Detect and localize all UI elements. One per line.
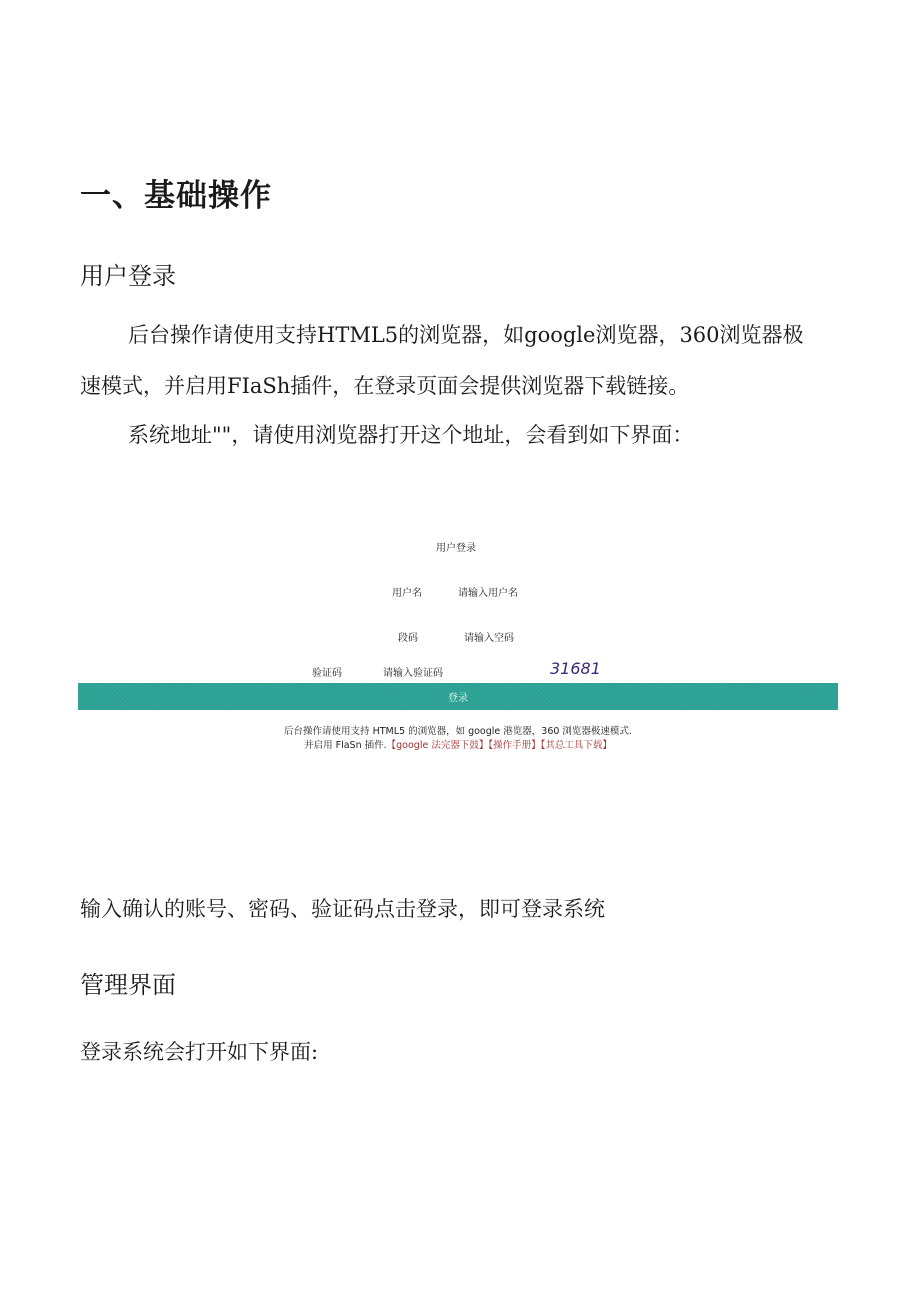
login-form-title: 用户登录 xyxy=(436,543,476,554)
login-section-heading: 用户登录 xyxy=(80,262,176,290)
after-login-instruction: 输入确认的账号、密码、验证码点击登录，即可登录系统 xyxy=(80,897,605,921)
system-address-line: 系统地址""，请使用浏览器打开这个地址，会看到如下界面： xyxy=(128,423,694,447)
password-label: 段码 xyxy=(398,633,418,644)
captcha-input[interactable]: 请输入验证码 xyxy=(383,668,443,679)
username-input[interactable]: 请输入用户名 xyxy=(458,588,518,599)
other-tools-download-link[interactable]: 【其总工具下载】 xyxy=(540,740,612,751)
login-intro-line-2: 速模式，并启用FIaSh插件，在登录页面会提供浏览器下载链接。 xyxy=(80,374,690,398)
password-input[interactable]: 请输入空码 xyxy=(464,633,514,644)
notice-flash-text: 并启用 FlaSn 插件. xyxy=(304,740,387,751)
google-browser-download-link[interactable]: 【google 法完器下鼓】 xyxy=(386,740,489,751)
user-manual-link[interactable]: 【操作手册】 xyxy=(488,740,541,751)
username-label: 用户名 xyxy=(392,588,422,599)
browser-notice-line-1: 后台操作请使用支持 HTML5 的浏览器，如 google 港览器，360 浏览器极速模式. xyxy=(284,726,632,737)
section-title: 一、基础操作 xyxy=(80,178,272,214)
browser-notice-line-2 xyxy=(78,737,838,751)
captcha-image[interactable]: 31681 xyxy=(550,659,601,678)
login-button[interactable]: 登录 xyxy=(78,683,838,710)
captcha-label: 验证码 xyxy=(312,668,342,679)
management-section-heading: 管理界面 xyxy=(80,971,176,999)
login-intro-line-1: 后台操作请使用支持HTML5的浏览器，如google浏览器，360浏览器极 xyxy=(128,323,804,347)
management-intro: 登录系统会打开如下界面: xyxy=(80,1040,319,1064)
